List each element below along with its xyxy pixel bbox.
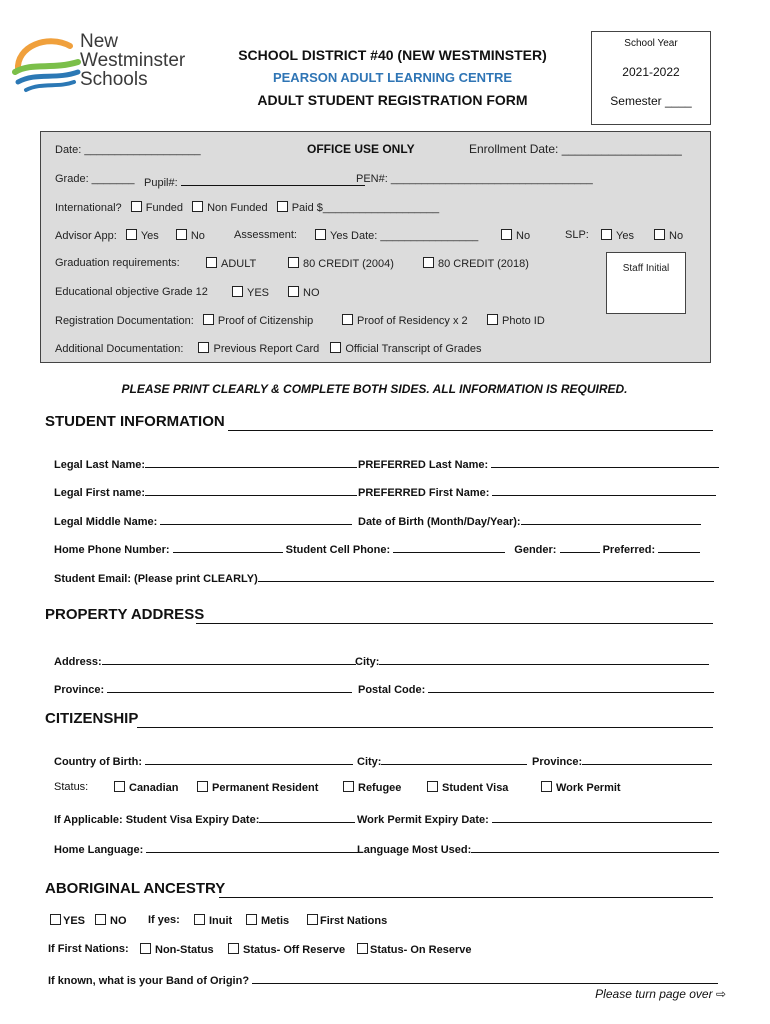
grad-2004-checkbox[interactable]	[288, 257, 299, 268]
aboriginal-inuit	[194, 914, 232, 927]
status-perm-res	[197, 781, 318, 794]
legal-last-label: Legal Last Name:	[54, 459, 146, 471]
instruction-text: PLEASE PRINT CLEARLY & COMPLETE BOTH SIDES. ALL INFORMATION IS REQUIRED.	[121, 382, 628, 396]
slp-label: SLP:	[565, 229, 589, 241]
grad-2004	[288, 257, 394, 270]
advisor-yes-label: Yes	[140, 230, 159, 242]
edu-no	[288, 286, 320, 299]
student-info-heading	[45, 413, 713, 430]
dob-field[interactable]	[358, 512, 701, 528]
paid-checkbox[interactable]	[277, 201, 288, 212]
student-info-title: STUDENT INFORMATION	[45, 413, 225, 430]
canadian-checkbox[interactable]	[114, 781, 125, 792]
preferred-label: Preferred:	[602, 544, 656, 556]
home-phone-label: Home Phone Number:	[54, 544, 170, 556]
grad-2018	[423, 257, 529, 270]
non-funded-label: Non Funded	[207, 202, 268, 214]
gender-field[interactable]	[514, 544, 599, 556]
status-label: Status:	[54, 781, 89, 793]
city-field[interactable]	[355, 652, 709, 668]
assessment-yes-date[interactable]: Yes Date: ________________	[330, 230, 479, 242]
legal-middle-field[interactable]	[54, 512, 352, 528]
enrollment-date-field[interactable]: Enrollment Date: __________________	[469, 142, 682, 156]
logo-line-3: Schools	[80, 69, 148, 90]
band-field[interactable]	[48, 971, 718, 987]
assessment-yes	[315, 229, 478, 242]
transcript-checkbox[interactable]	[330, 342, 341, 353]
legal-first-label: Legal First name:	[54, 487, 146, 499]
fn-off-reserve	[228, 943, 345, 956]
lang-most-field[interactable]	[357, 840, 719, 856]
fn-on-reserve	[357, 943, 471, 956]
non-status-label: Non-Status	[155, 944, 214, 956]
email-label: Student Email: (Please print CLEARLY)	[54, 573, 258, 585]
prev-report-label: Previous Report Card	[213, 343, 320, 355]
grad-req-label: Graduation requirements:	[55, 257, 180, 269]
aboriginal-yes	[50, 914, 85, 927]
assessment-label: Assessment:	[234, 229, 297, 241]
legal-first-field[interactable]	[54, 483, 357, 499]
funded-label: Funded	[145, 202, 184, 214]
office-date-field[interactable]: Date: ___________________	[55, 144, 201, 156]
advisor-label: Advisor App:	[55, 230, 117, 242]
proof-citizenship-label: Proof of Citizenship	[217, 315, 314, 327]
assessment-no-checkbox[interactable]	[501, 229, 512, 240]
pref-last-label: PREFERRED Last Name:	[358, 459, 489, 471]
form-name: ADULT STUDENT REGISTRATION FORM	[257, 92, 528, 108]
office-use-heading: OFFICE USE ONLY	[307, 142, 415, 156]
pupil-field[interactable]	[144, 173, 365, 189]
school-year-box	[591, 31, 711, 125]
assessment-no	[501, 229, 530, 242]
pref-first-label: PREFERRED First Name:	[358, 487, 490, 499]
school-year-label: School Year	[624, 38, 678, 49]
logo-line-1: New	[80, 31, 119, 52]
country-birth-label: Country of Birth:	[54, 756, 142, 768]
advisor-row	[55, 229, 205, 242]
student-visa-label: Student Visa	[442, 782, 509, 794]
proof-residency-checkbox[interactable]	[342, 314, 353, 325]
pref-last-field[interactable]	[358, 455, 719, 471]
reg-doc-row	[55, 314, 313, 327]
citizenship-title: CITIZENSHIP	[45, 710, 139, 727]
logo	[12, 32, 202, 96]
city-label: City:	[355, 656, 380, 668]
photo-id	[487, 314, 545, 327]
postal-label: Postal Code:	[358, 684, 426, 696]
if-fn-label: If First Nations:	[48, 943, 129, 955]
grade-field[interactable]: Grade: _______	[55, 173, 135, 185]
preferred-field[interactable]	[603, 544, 701, 556]
page-title: SCHOOL DISTRICT #40 (NEW WESTMINSTER)	[238, 47, 547, 63]
assessment-yes-checkbox[interactable]	[315, 229, 326, 240]
add-doc-row	[55, 342, 481, 355]
visa-expiry-label: If Applicable: Student Visa Expiry Date:	[54, 814, 260, 826]
advisor-yes-checkbox[interactable]	[126, 229, 137, 240]
work-permit-checkbox[interactable]	[541, 781, 552, 792]
staff-initial-box[interactable]	[606, 252, 686, 314]
edu-yes	[232, 286, 269, 299]
office-use-panel	[40, 131, 711, 363]
home-phone-field[interactable]	[54, 544, 283, 556]
home-lang-field[interactable]	[54, 840, 358, 856]
photo-id-label: Photo ID	[502, 315, 545, 327]
status-canadian	[114, 781, 179, 794]
advisor-no-checkbox[interactable]	[176, 229, 187, 240]
aboriginal-no-label: NO	[110, 915, 127, 927]
refugee-label: Refugee	[358, 782, 402, 794]
lang-most-label: Language Most Used:	[357, 844, 472, 856]
staff-initial-label: Staff Initial	[622, 263, 670, 274]
visa-expiry-field[interactable]	[54, 810, 355, 826]
email-field[interactable]	[54, 569, 714, 585]
property-heading	[45, 606, 713, 623]
perm-res-checkbox[interactable]	[197, 781, 208, 792]
birth-province-field[interactable]	[532, 752, 712, 768]
grad-adult-label: ADULT	[221, 258, 257, 270]
dob-label: Date of Birth (Month/Day/Year):	[358, 516, 521, 528]
if-yes-label: If yes:	[148, 914, 180, 926]
aboriginal-no	[95, 914, 127, 927]
assessment-no-label: No	[516, 230, 531, 242]
edu-no-label: NO	[303, 287, 320, 299]
country-birth-field[interactable]	[54, 752, 353, 768]
work-permit-label: Work Permit	[556, 782, 621, 794]
paid-label: Paid $___________________	[291, 202, 440, 214]
edu-obj-label: Educational objective Grade 12	[55, 286, 208, 298]
status-student-visa	[427, 781, 508, 794]
phone-row	[54, 540, 700, 556]
semester-field[interactable]: Semester ____	[610, 94, 692, 108]
cell-phone-label: Student Cell Phone:	[285, 544, 391, 556]
property-title: PROPERTY ADDRESS	[45, 606, 205, 623]
slp-no-checkbox[interactable]	[654, 229, 665, 240]
cell-phone-field[interactable]	[286, 544, 506, 556]
proof-residency-label: Proof of Residency x 2	[357, 315, 468, 327]
aboriginal-first-nations	[307, 914, 387, 927]
proof-citizenship-checkbox[interactable]	[203, 314, 214, 325]
grad-2018-label: 80 CREDIT (2018)	[438, 258, 529, 270]
province-field[interactable]	[54, 680, 352, 696]
transcript-label: Official Transcript of Grades	[345, 343, 482, 355]
funded-checkbox[interactable]	[131, 201, 142, 212]
aboriginal-yes-checkbox[interactable]	[50, 914, 61, 925]
advisor-no-label: No	[190, 230, 205, 242]
birth-city-field[interactable]	[357, 752, 527, 768]
international-row	[55, 201, 439, 214]
status-refugee	[343, 781, 401, 794]
aboriginal-yes-label: YES	[63, 915, 86, 927]
school-year-value[interactable]: 2021-2022	[622, 65, 680, 79]
work-expiry-field[interactable]	[357, 810, 712, 826]
edu-yes-label: YES	[247, 287, 270, 299]
metis-label: Metis	[261, 915, 290, 927]
logo-mark-icon	[12, 32, 82, 96]
on-reserve-label: Status- On Reserve	[370, 944, 472, 956]
work-expiry-label: Work Permit Expiry Date:	[357, 814, 489, 826]
edu-yes-checkbox[interactable]	[232, 286, 243, 297]
grad-adult-checkbox[interactable]	[206, 257, 217, 268]
slp-yes	[601, 229, 634, 242]
aboriginal-heading	[45, 880, 713, 897]
aboriginal-no-checkbox[interactable]	[95, 914, 106, 925]
prev-report-checkbox[interactable]	[198, 342, 209, 353]
pen-field[interactable]: PEN#: _________________________________	[356, 173, 593, 185]
legal-middle-label: Legal Middle Name:	[54, 516, 158, 528]
metis-checkbox[interactable]	[246, 914, 257, 925]
non-status-checkbox[interactable]	[140, 943, 151, 954]
gender-label: Gender:	[514, 544, 557, 556]
photo-id-checkbox[interactable]	[487, 314, 498, 325]
logo-line-2: Westminster	[80, 50, 186, 71]
aboriginal-title: ABORIGINAL ANCESTRY	[45, 880, 226, 897]
fn-non-status	[140, 943, 214, 956]
postal-field[interactable]	[358, 680, 714, 696]
address-field[interactable]	[54, 652, 356, 668]
refugee-checkbox[interactable]	[343, 781, 354, 792]
international-label: International?	[55, 202, 122, 214]
grad-2004-label: 80 CREDIT (2004)	[303, 258, 394, 270]
turn-page-text: Please turn page over	[595, 987, 713, 1001]
page-subtitle: PEARSON ADULT LEARNING CENTRE	[272, 70, 513, 85]
non-funded-checkbox[interactable]	[192, 201, 203, 212]
turn-page-note	[560, 987, 726, 1001]
legal-last-field[interactable]	[54, 455, 357, 471]
address-label: Address:	[54, 656, 102, 668]
pupil-label: Pupil#:	[144, 177, 178, 189]
reg-doc-label: Registration Documentation:	[55, 315, 194, 327]
inuit-label: Inuit	[209, 915, 233, 927]
arrow-right-icon: ⇨	[715, 987, 726, 1001]
grad-2018-checkbox[interactable]	[423, 257, 434, 268]
pref-first-field[interactable]	[358, 483, 716, 499]
band-label: If known, what is your Band of Origin?	[48, 975, 250, 987]
slp-yes-label: Yes	[616, 230, 634, 242]
citizenship-heading	[45, 710, 713, 727]
inuit-checkbox[interactable]	[194, 914, 205, 925]
province-label: Province:	[54, 684, 105, 696]
slp-no-label: No	[669, 230, 684, 242]
slp-yes-checkbox[interactable]	[601, 229, 612, 240]
home-lang-label: Home Language:	[54, 844, 144, 856]
slp-no	[654, 229, 683, 242]
birth-province-label: Province:	[532, 756, 583, 768]
perm-res-label: Permanent Resident	[212, 782, 319, 794]
grad-adult	[206, 257, 256, 270]
status-work-permit	[541, 781, 621, 794]
aboriginal-metis	[246, 914, 289, 927]
birth-city-label: City:	[357, 756, 382, 768]
off-reserve-label: Status- Off Reserve	[243, 944, 346, 956]
first-nations-label: First Nations	[320, 915, 388, 927]
on-reserve-checkbox[interactable]	[357, 943, 368, 954]
add-doc-label: Additional Documentation:	[55, 343, 184, 355]
first-nations-checkbox[interactable]	[307, 914, 318, 925]
student-visa-checkbox[interactable]	[427, 781, 438, 792]
proof-residency	[342, 314, 468, 327]
edu-no-checkbox[interactable]	[288, 286, 299, 297]
canadian-label: Canadian	[129, 782, 179, 794]
off-reserve-checkbox[interactable]	[228, 943, 239, 954]
